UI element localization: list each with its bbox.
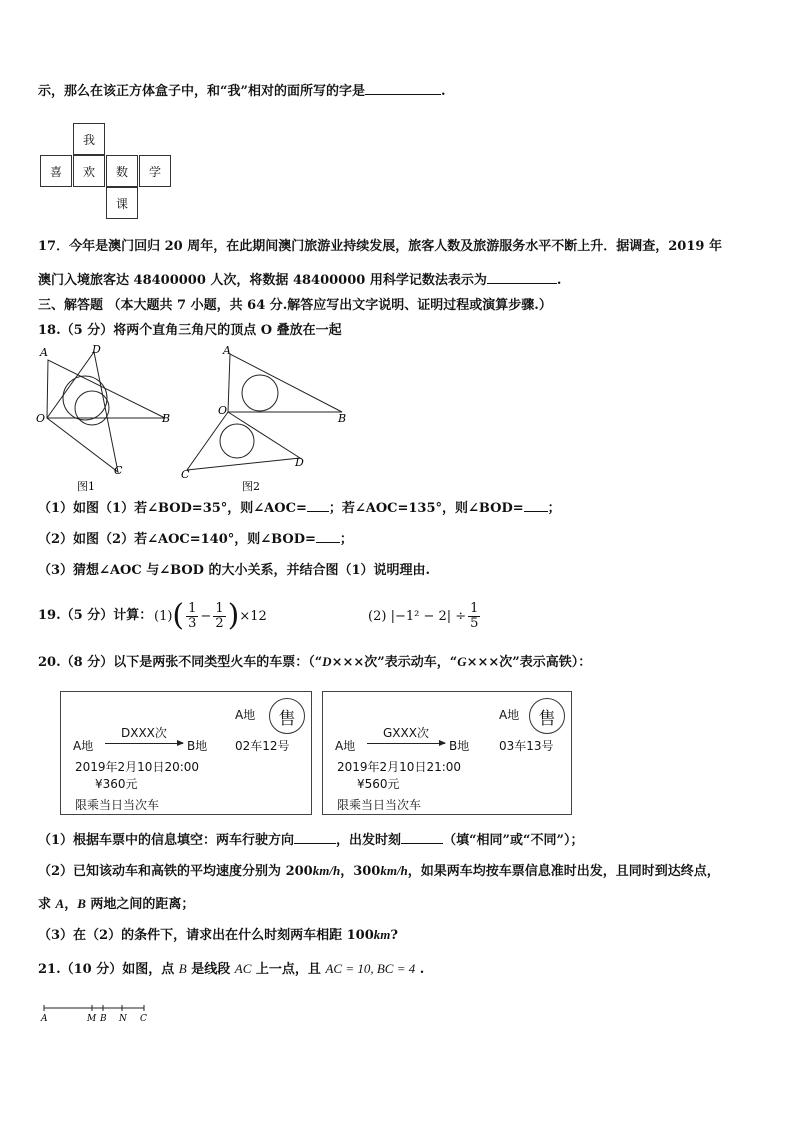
- net-face-3: 数: [106, 155, 138, 187]
- ticket-gaotie: [322, 691, 572, 815]
- fig2-label-D: D: [295, 456, 304, 469]
- net-face-bottom: 课: [106, 187, 138, 219]
- ticket-city-top: A地: [235, 708, 256, 722]
- incircle-2: [220, 424, 254, 458]
- point-label-A: A: [41, 1014, 48, 1024]
- incircle-1: [242, 375, 278, 411]
- fig1-label-C: C: [114, 464, 123, 477]
- point-label-B: B: [100, 1014, 107, 1024]
- ticket-time: 2019年2月10日21:00: [337, 760, 462, 774]
- fig2-label-A: A: [223, 344, 231, 357]
- q19-expr2: (2) |−1² − 2| ÷ $\frac{1}{5}$: [368, 600, 479, 631]
- ticket-dongche: [60, 691, 312, 815]
- fig2-caption: 图2: [242, 480, 260, 493]
- fig1-label-D: D: [92, 343, 101, 356]
- fraction-one-fifth: $\frac{1}{5}$: [470, 600, 479, 631]
- answer-blank[interactable]: [524, 499, 548, 512]
- q19-expr1: (1) ( $\frac{1}{3}$ − $\frac{1}{2}$ ) ×12: [154, 598, 267, 633]
- q18-stem: 18.（5 分）将两个直角三角尺的顶点 O 叠放在一起: [38, 323, 342, 338]
- ticket-note: 限乘当日当次车: [337, 798, 422, 812]
- figure-1: [47, 352, 165, 472]
- figure-2: [187, 354, 342, 470]
- answer-blank[interactable]: [294, 831, 336, 844]
- q20-part3: （3）在（2）的条件下，请求出在什么时刻两车相距 100km?: [38, 927, 399, 943]
- q20-part2-line1: （2）已知该动车和高铁的平均速度分别为 200km/h，300km/h，如果两车均按车票信息准时出发，且同时到达终点，: [38, 863, 720, 879]
- ticket-city-top: A地: [499, 708, 520, 722]
- ticket-to: B地: [449, 739, 470, 753]
- point-label-C: C: [140, 1014, 147, 1024]
- point-label-N: N: [119, 1014, 127, 1024]
- incircle-2: [75, 391, 109, 425]
- q20-part1: （1）根据车票中的信息填空：两车行驶方向 ，出发时刻 （填“相同”或“不同”）；: [38, 833, 584, 848]
- net-face-top: 我: [73, 123, 105, 155]
- net-face-4: 学: [139, 155, 171, 187]
- fig1-label-B: B: [162, 412, 171, 425]
- q19-lead: 19.（5 分）计算：: [38, 608, 153, 623]
- q21-stem: 21.（10 分）如图，点 B 是线段 AC 上一点，且 AC = 10, BC = 4 .: [38, 961, 425, 977]
- triangle-COD: [187, 412, 300, 470]
- net-face-2: 欢: [73, 155, 105, 187]
- ticket-train-no: GXXX次: [383, 726, 429, 740]
- fraction-one-third: $\frac{1}{3}$: [188, 600, 197, 631]
- answer-blank[interactable]: [307, 499, 329, 512]
- q20-part2-line2: 求 A，B 两地之间的距离；: [38, 896, 195, 912]
- direction-arrow-icon: [105, 743, 183, 744]
- q17-line1: 17．今年是澳门回归 20 周年，在此期间澳门旅游业持续发展，旅客人数及旅游服务水平不断上升．据调查，2019 年: [38, 239, 722, 254]
- q18-figures: [30, 340, 360, 495]
- ticket-from: A地: [73, 739, 94, 753]
- fig2-label-O: O: [218, 404, 228, 417]
- ticket-price: ¥360元: [95, 777, 138, 791]
- ticket-train-no: DXXX次: [121, 726, 167, 740]
- sold-stamp-icon: 售: [529, 698, 565, 734]
- q18-part3: （3）猜想∠AOC 与∠BOD 的大小关系，并结合图（1）说明理由.: [38, 563, 431, 578]
- q20-stem: 20.（8 分）以下是两张不同类型火车的车票：（“D×××次”表示动车，“G×××次”表示高铁）：: [38, 654, 592, 670]
- q17-line2: 澳门入境旅客达 48400000 人次，将数据 48400000 用科学记数法表示为 .: [38, 273, 562, 288]
- section-heading: 三、解答题 （本大题共 7 小题，共 64 分.解答应写出文字说明、证明过程或演算步骤.）: [38, 298, 552, 313]
- ticket-seat: 02车12号: [235, 739, 290, 753]
- sold-stamp-icon: 售: [269, 698, 305, 734]
- triangle-DOC: [47, 352, 118, 472]
- fig1-caption: 图1: [77, 480, 95, 493]
- ticket-price: ¥560元: [357, 777, 400, 791]
- answer-blank[interactable]: [487, 271, 557, 284]
- fig1-label-O: O: [36, 412, 46, 425]
- ticket-from: A地: [335, 739, 356, 753]
- q18-part2: （2）如图（2）若∠AOC=140°，则∠BOD= ；: [38, 532, 353, 547]
- answer-blank[interactable]: [365, 82, 441, 95]
- q16-text: 示，那么在该正方体盒子中，和“我”相对的面所写的字是 .: [38, 84, 446, 99]
- ticket-to: B地: [187, 739, 208, 753]
- incircle-1: [63, 376, 107, 420]
- net-face-1: 喜: [40, 155, 72, 187]
- q18-part1: （1）如图（1）若∠BOD=35°，则∠AOC= ；若∠AOC=135°，则∠BOD= ；: [38, 501, 561, 516]
- direction-arrow-icon: [367, 743, 445, 744]
- point-label-M: M: [87, 1014, 97, 1024]
- ticket-time: 2019年2月10日20:00: [75, 760, 200, 774]
- ticket-seat: 03车13号: [499, 739, 554, 753]
- fraction-one-half: $\frac{1}{2}$: [215, 600, 224, 631]
- answer-blank[interactable]: [316, 530, 340, 543]
- fig2-label-C: C: [181, 468, 190, 481]
- segment-figure: [40, 1002, 160, 1026]
- ticket-note: 限乘当日当次车: [75, 798, 160, 812]
- fig1-label-A: A: [40, 346, 48, 359]
- answer-blank[interactable]: [401, 831, 443, 844]
- fig2-label-B: B: [338, 412, 347, 425]
